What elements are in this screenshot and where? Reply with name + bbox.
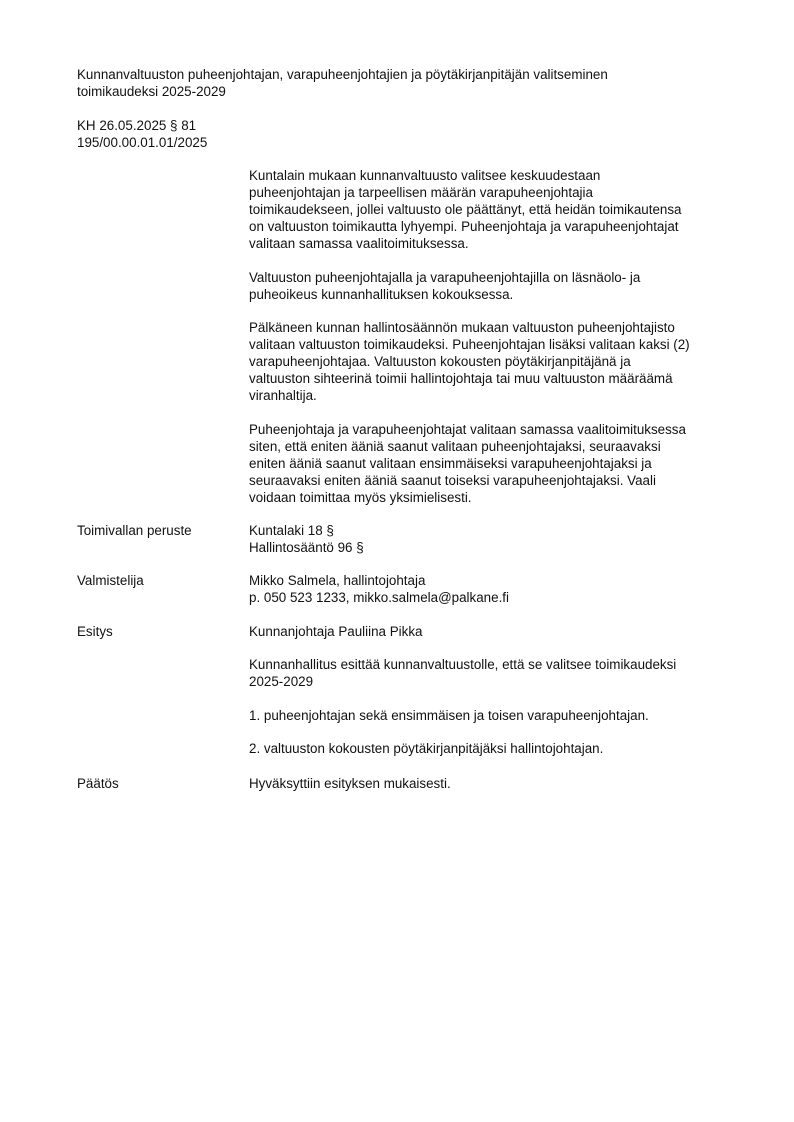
proposal-intro <box>249 657 749 691</box>
paragraph-line: puheenjohtajan ja tarpeellisen määrän varapuheenjohtajia <box>249 184 593 200</box>
proposal-label: Esitys <box>77 624 113 639</box>
presenter-line: Kunnanjohtaja Pauliina Pikka <box>249 624 423 639</box>
proposal-item <box>249 708 749 725</box>
preparer-label: Valmistelija <box>77 573 144 588</box>
paragraph-line: Pälkäneen kunnan hallintosäännön mukaan valtuuston puheenjohtajisto <box>249 320 675 335</box>
preparer-value <box>249 573 749 607</box>
proposal-line: 2025-2029 <box>249 673 314 689</box>
paragraph-line: Puheenjohtaja ja varapuheenjohtajat valitaan samassa vaalitoimituksessa <box>249 422 686 437</box>
paragraph-line: on valtuuston toimikautta lyhyempi. Puheenjohtaja ja varapuheenjohtajat <box>249 218 679 234</box>
body-paragraph <box>249 270 749 304</box>
document-meta <box>77 118 477 152</box>
body-paragraph <box>249 320 749 405</box>
record-number: 195/00.00.01.01/2025 <box>77 134 208 150</box>
title-line: toimikaudeksi 2025-2029 <box>77 83 226 99</box>
authority-basis-label: Toimivallan peruste <box>77 523 192 538</box>
decision-value <box>249 776 749 793</box>
paragraph-line: valtuuston sihteerinä toimii hallintojohtaja tai muu valtuuston määräämä <box>249 370 673 386</box>
paragraph-line: Kuntalain mukaan kunnanvaltuusto valitsee keskuudestaan <box>249 168 601 183</box>
body-paragraph <box>249 422 749 507</box>
decision-label: Päätös <box>77 776 119 791</box>
body-paragraph <box>249 168 749 253</box>
document-title <box>77 67 737 101</box>
authority-basis-value <box>249 523 749 557</box>
proposal-presenter <box>249 624 749 641</box>
paragraph-line: seuraavaksi eniten ääniä saanut toiseksi varapuheenjohtajaksi. Vaali <box>249 472 656 488</box>
paragraph-line: viranhaltija. <box>249 387 317 403</box>
paragraph-line: varapuheenjohtajaa. Valtuuston kokousten pöytäkirjanpitäjänä ja <box>249 353 631 369</box>
paragraph-line: valitaan samassa vaalitoimituksessa. <box>249 235 469 251</box>
meeting-reference: KH 26.05.2025 § 81 <box>77 118 197 133</box>
proposal-item-text: 1. puheenjohtajan sekä ensimmäisen ja toisen varapuheenjohtajan. <box>249 708 649 723</box>
paragraph-line: valitaan valtuuston toimikaudeksi. Puheenjohtajan lisäksi valitaan kaksi (2) <box>249 336 690 352</box>
paragraph-line: Valtuuston puheenjohtajalla ja varapuheenjohtajilla on läsnäolo- ja <box>249 270 641 285</box>
decision-text: Hyväksyttiin esityksen mukaisesti. <box>249 776 451 791</box>
title-line: Kunnanvaltuuston puheenjohtajan, varapuheenjohtajien ja pöytäkirjanpitäjän valitseminen <box>77 67 608 82</box>
proposal-line: Kunnanhallitus esittää kunnanvaltuustolle, että se valitsee toimikaudeksi <box>249 657 677 672</box>
proposal-item-text: 2. valtuuston kokousten pöytäkirjanpitäjäksi hallintojohtajan. <box>249 741 604 756</box>
preparer-name: Mikko Salmela, hallintojohtaja <box>249 573 426 588</box>
preparer-contact: p. 050 523 1233, mikko.salmela@palkane.fi <box>249 589 509 605</box>
paragraph-line: voidaan toimittaa myös yksimielisesti. <box>249 489 472 505</box>
paragraph-line: puheoikeus kunnanhallituksen kokouksessa. <box>249 286 514 302</box>
proposal-item <box>249 741 749 758</box>
paragraph-line: siten, että eniten ääniä saanut valitaan puheenjohtajaksi, seuraavaksi <box>249 438 661 454</box>
paragraph-line: toimikaudekseen, jollei valtuusto ole päättänyt, että heidän toimikautensa <box>249 201 682 217</box>
field-line: Kuntalaki 18 § <box>249 523 334 538</box>
field-line: Hallintosääntö 96 § <box>249 539 364 555</box>
paragraph-line: eniten ääniä saanut valitaan ensimmäiseksi varapuheenjohtajaksi ja <box>249 455 652 471</box>
